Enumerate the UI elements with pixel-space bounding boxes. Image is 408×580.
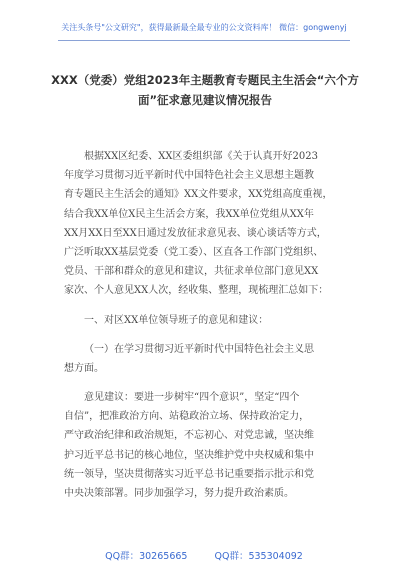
section-heading: 一、对区XX单位领导班子的意见和建议：	[84, 314, 269, 326]
text-line: 自信”，把准政治方向、站稳政治立场、保持政治定力，	[64, 411, 310, 423]
header-promo-text: 关注头条号"公文研究"，获得最新最全最专业的公文资料库！ 微信：gongwenyj	[61, 23, 347, 32]
footer-qq-group-1: QQ群：30265665	[105, 551, 188, 562]
text-line: 结合我XX单位X民主生活会方案，我XX单位党组从XX年	[64, 208, 314, 220]
text-line: XX月XX日至XX日通过发放征求意见表、谈心谈话等方式，	[64, 227, 327, 239]
text-line: 统一领导，坚决贯彻落实习近平总书记重要指示批示和党	[64, 468, 314, 480]
text-line: 家次、个人意见XX人次，经收集、整理，现梳理汇总如下：	[64, 285, 329, 297]
text-line: 年度学习贯彻习近平新时代中国特色社会主义思想主题教	[64, 170, 314, 182]
document-body	[64, 147, 364, 503]
text-line: 根据XX区纪委、XX区委组织部《关于认真开好2023	[84, 151, 318, 162]
text-line: 想方面。	[64, 362, 104, 374]
text-line: 严守政治纪律和政治规矩，不忘初心、对党忠诚，坚决维	[64, 430, 314, 442]
header-divider	[58, 40, 350, 41]
paragraph-intro	[64, 147, 364, 301]
text-line: 中央决策部署。同步加强学习，努力提升政治素质。	[64, 488, 294, 499]
paragraph-suggestion	[64, 388, 364, 503]
text-line: 意见建议：要进一步树牢“四个意识”，坚定“四个	[84, 392, 300, 404]
document-title	[40, 70, 370, 110]
text-line: 育专题民主生活会的通知》XX文件要求，XX党组高度重视，	[64, 189, 333, 201]
text-line: 护习近平总书记的核心地位，坚决维护党中央权威和集中	[64, 449, 314, 461]
text-line: 党员、干部和群众的意见和建议，共征求单位部门意见XX	[64, 266, 319, 278]
text-line: 广泛听取XX基层党委（党工委）、区直各工作部门党组织、	[64, 246, 324, 258]
title-line-2: 面”征求意见建议情况报告	[137, 93, 273, 107]
text-line: （一）在学习贯彻习近平新时代中国特色社会主义思	[84, 343, 314, 355]
subsection-heading	[64, 340, 364, 378]
footer-qq-group-2: QQ群：535304092	[214, 551, 303, 562]
title-line-1: XXX（党委）党组2023年主题教育专题民主生活会“六个方	[51, 73, 359, 87]
page-header	[0, 18, 408, 42]
page-footer	[0, 548, 408, 562]
